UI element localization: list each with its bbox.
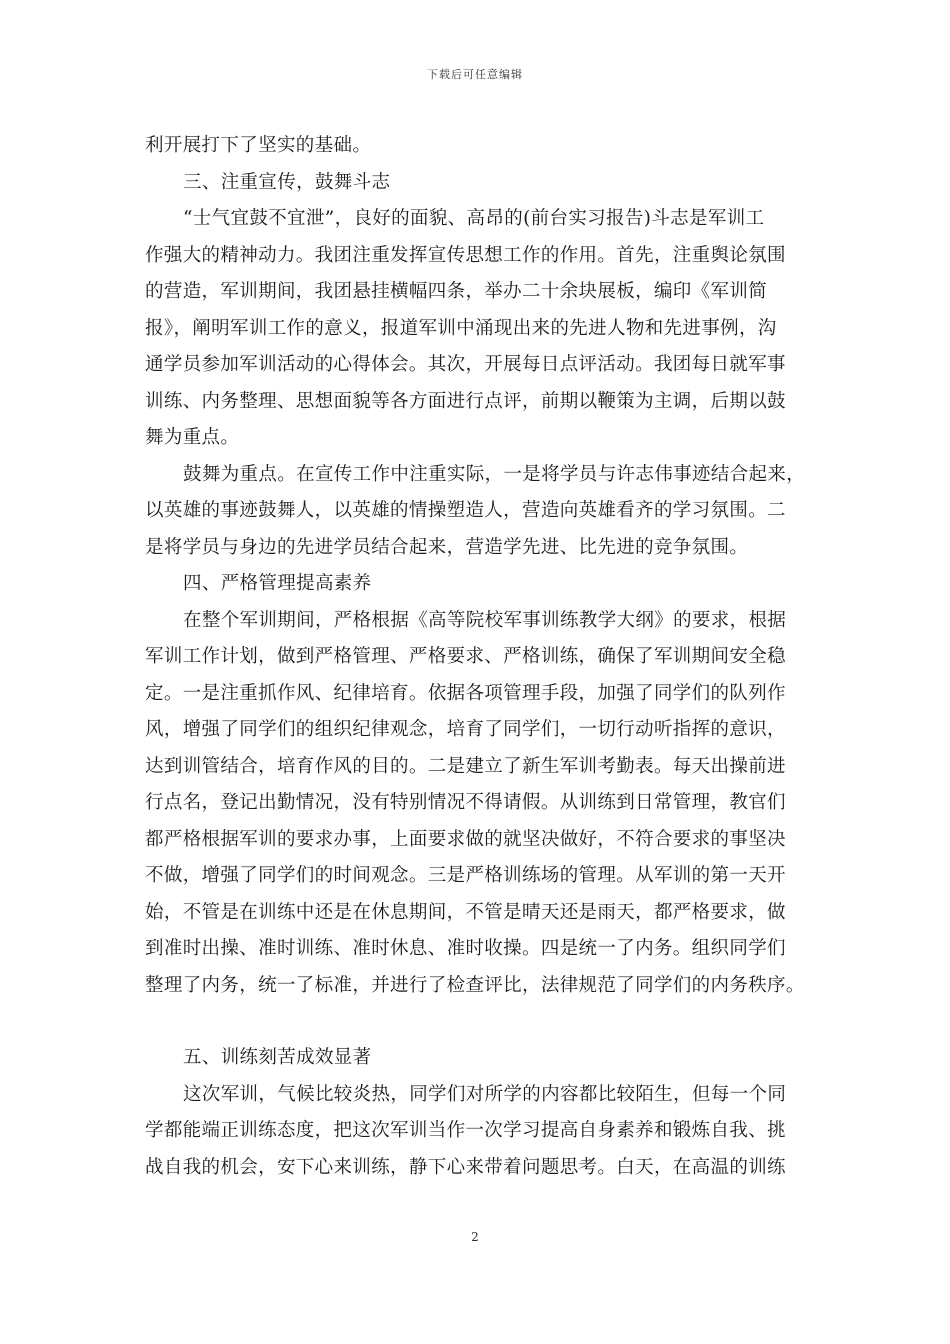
- body-line: 在整个军训期间，严格根据《高等院校军事训练教学大纲》的要求，根据: [183, 609, 787, 631]
- page-header: 下载后可任意编辑: [427, 68, 523, 81]
- body-line: 定。一是注重抓作风、纪律培育。依据各项管理手段，加强了同学们的队列作: [145, 682, 786, 704]
- body-line: 作强大的精神动力。我团注重发挥宣传思想工作的作用。首先，注重舆论氛围: [145, 244, 786, 266]
- body-line: 都严格根据军训的要求办事，上面要求做的就坚决做好，不符合要求的事坚决: [145, 828, 786, 850]
- body-line: 报》，阐明军训工作的意义，报道军训中涌现出来的先进人物和先进事例，沟: [145, 317, 777, 339]
- body-line: 学都能端正训练态度，把这次军训当作一次学习提高自身素养和锻炼自我、挑: [145, 1120, 786, 1141]
- body-line: 是将学员与身边的先进学员结合起来，营造学先进、比先进的竞争氛围。: [145, 536, 749, 558]
- body-line: 的营造，军训期间，我团悬挂横幅四条，举办二十余块展板，编印《军训简: [145, 281, 768, 302]
- body-line: 整理了内务，统一了标准，并进行了检查评比，法律规范了同学们的内务秩序。: [145, 974, 805, 996]
- body-line: 鼓舞为重点。在宣传工作中注重实际，一是将学员与许志伟事迹结合起来，: [183, 463, 806, 485]
- body-line: 始，不管是在训练中还是在休息期间，不管是晴天还是雨天，都严格要求，做: [145, 901, 786, 923]
- body-line: 利开展打下了坚实的基础。: [145, 135, 372, 156]
- body-line: 风，增强了同学们的组织纪律观念，培育了同学们，一切行动听指挥的意识，: [145, 719, 786, 740]
- body-line: 训练、内务整理、思想面貌等各方面进行点评，前期以鞭策为主调，后期以鼓: [145, 390, 786, 412]
- document-body: [145, 128, 805, 1186]
- body-line: 这次军训，气候比较炎热，同学们对所学的内容都比较陌生，但每一个同: [183, 1083, 787, 1105]
- body-line: 通学员参加军训活动的心得体会。其次，开展每日点评活动。我团每日就军事: [145, 354, 786, 375]
- section-heading: 三、注重宣传，鼓舞斗志: [183, 171, 391, 193]
- body-line: 战自我的机会，安下心来训练，静下心来带着问题思考。白天，在高温的训练: [145, 1156, 786, 1178]
- body-line: 行点名，登记出勤情况，没有特别情况不得请假。从训练到日常管理，教官们: [145, 792, 786, 813]
- paragraph-gap: [145, 1004, 805, 1040]
- body-line: 达到训管结合，培育作风的目的。二是建立了新生军训考勤表。每天出操前进: [145, 755, 786, 777]
- section-heading: 四、严格管理提高素养: [183, 573, 372, 594]
- page-number: 2: [471, 1230, 479, 1244]
- body-line: 舞为重点。: [145, 427, 240, 448]
- body-line: 军训工作计划，做到严格管理、严格要求、严格训练，确保了军训期间安全稳: [145, 646, 786, 667]
- body-line: 以英雄的事迹鼓舞人，以英雄的情操塑造人，营造向英雄看齐的学习氛围。二: [145, 500, 786, 521]
- body-line: “士气宜鼓不宜泄”，良好的面貌、高昂的(前台实习报告)斗志是军训工: [183, 208, 765, 229]
- section-heading: 五、训练刻苦成效显著: [183, 1047, 372, 1068]
- body-line: 到准时出操、准时训练、准时休息、准时收操。四是统一了内务。组织同学们: [145, 938, 786, 959]
- body-line: 不做，增强了同学们的时间观念。三是严格训练场的管理。从军训的第一天开: [145, 865, 786, 886]
